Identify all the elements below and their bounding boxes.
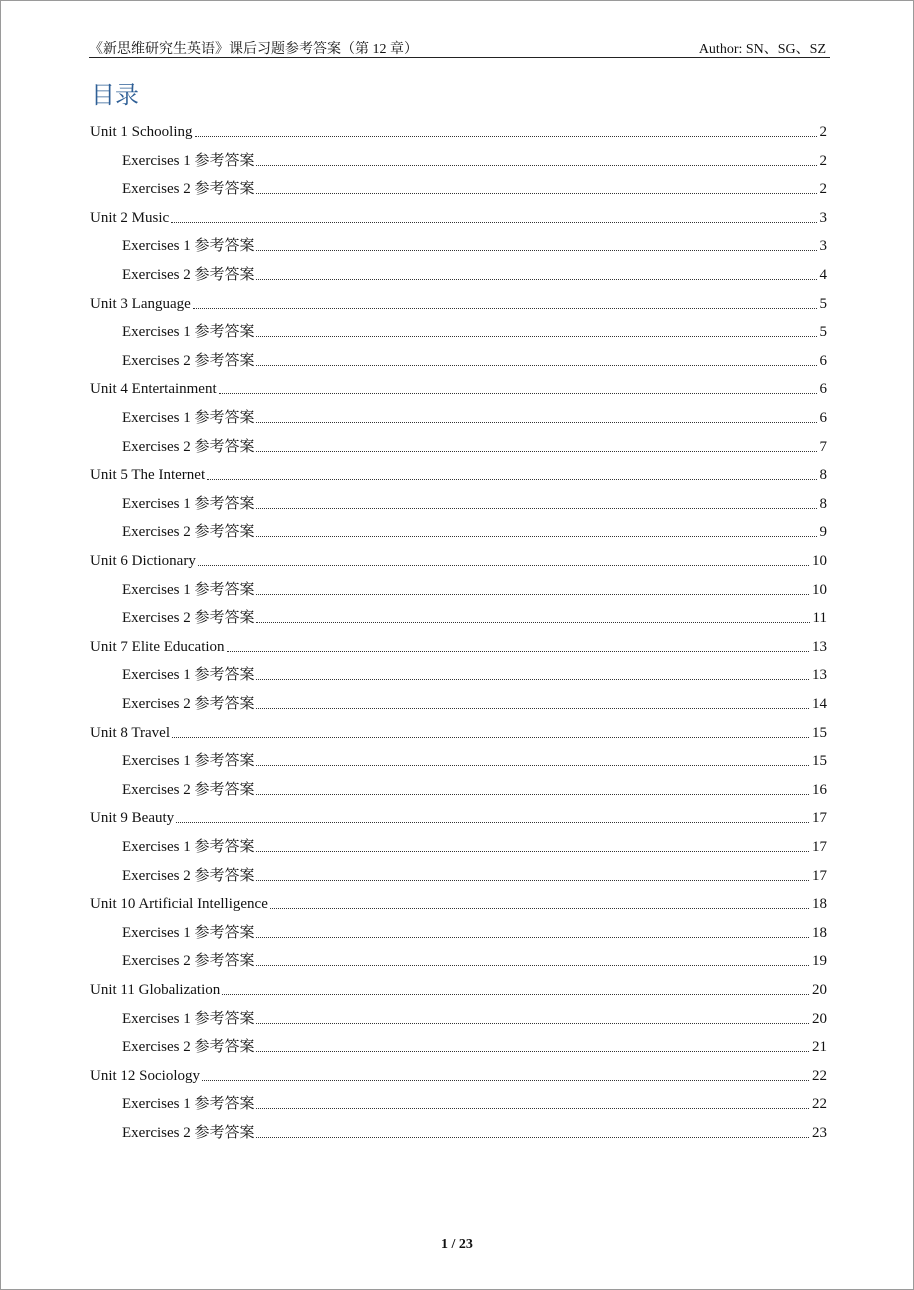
toc-entry-page: 8 <box>819 467 827 484</box>
toc-entry-page: 5 <box>819 324 827 341</box>
toc-dot-leader <box>256 1051 809 1052</box>
toc-dot-leader <box>256 765 809 766</box>
toc-entry-page: 20 <box>812 1010 827 1027</box>
toc-exercise-entry[interactable] <box>122 1118 827 1142</box>
toc-entry-page: 13 <box>812 638 827 655</box>
toc-entry-label: Exercises 2 参考答案 <box>122 438 255 455</box>
toc-dot-leader <box>256 1108 809 1109</box>
toc-entry-page: 3 <box>819 238 827 255</box>
toc-exercise-entry[interactable] <box>122 603 827 627</box>
toc-entry-label: Exercises 2 参考答案 <box>122 696 255 712</box>
toc-entry-page: 2 <box>819 152 827 169</box>
toc-entry-label: Unit 8 Travel <box>90 724 171 741</box>
toc-dot-leader <box>256 965 809 966</box>
toc-dot-leader <box>207 479 816 480</box>
toc-entry-label: Unit 2 Music <box>90 209 170 226</box>
toc-entry-page: 15 <box>812 724 827 741</box>
toc-entry-label: Exercises 1 参考答案 <box>122 1096 255 1113</box>
toc-entry-page: 11 <box>812 610 827 627</box>
toc-dot-leader <box>198 565 809 566</box>
toc-exercise-entry[interactable] <box>122 317 827 341</box>
toc-dot-leader <box>256 1137 809 1138</box>
toc-entry-label: Exercises 2 参考答案 <box>122 181 255 198</box>
toc-exercise-entry[interactable] <box>122 432 827 456</box>
toc-unit-entry[interactable] <box>90 289 827 313</box>
toc-entry-label: Exercises 1 参考答案 <box>122 238 255 255</box>
toc-dot-leader <box>256 679 809 680</box>
header-title: 《新思维研究生英语》课后习题参考答案（第 12 章） <box>89 42 418 57</box>
toc-exercise-entry[interactable] <box>122 346 827 370</box>
toc-entry-label: Exercises 1 参考答案 <box>122 924 255 941</box>
toc-entry-page: 2 <box>819 124 827 140</box>
toc-dot-leader <box>256 250 816 251</box>
toc-entry-page: 23 <box>812 1125 827 1141</box>
toc-entry-page: 10 <box>812 553 827 569</box>
toc-entry-page: 3 <box>819 209 827 226</box>
toc-entry-page: 17 <box>812 839 827 855</box>
toc-exercise-entry[interactable] <box>122 660 827 684</box>
toc-dot-leader <box>193 308 817 309</box>
toc-entry-page: 8 <box>819 495 827 512</box>
toc-dot-leader <box>219 393 817 394</box>
toc-entry-label: Exercises 1 参考答案 <box>122 152 255 169</box>
toc-entry-label: Unit 7 Elite Education <box>90 638 225 655</box>
toc-entry-label: Exercises 2 参考答案 <box>122 867 255 884</box>
toc-dot-leader <box>256 336 816 337</box>
toc-dot-leader <box>256 165 816 166</box>
toc-dot-leader <box>256 851 809 852</box>
toc-entry-page: 14 <box>812 696 827 712</box>
toc-unit-entry[interactable] <box>90 889 827 913</box>
toc-dot-leader <box>256 365 816 366</box>
toc-dot-leader <box>256 937 809 938</box>
toc-exercise-entry[interactable] <box>122 489 827 513</box>
toc-dot-leader <box>256 422 816 423</box>
toc-entry-page: 7 <box>819 438 827 455</box>
toc-exercise-entry[interactable] <box>122 575 827 599</box>
toc-unit-entry[interactable] <box>90 203 827 227</box>
page-number: 1 / 23 <box>441 1237 473 1252</box>
toc-entry-label: Exercises 1 参考答案 <box>122 667 255 684</box>
toc-entry-page: 22 <box>812 1096 827 1113</box>
toc-dot-leader <box>256 1023 809 1024</box>
toc-unit-entry[interactable] <box>90 546 827 570</box>
toc-unit-entry[interactable] <box>90 117 827 141</box>
toc-entry-page: 6 <box>819 352 827 369</box>
toc-entry-label: Unit 12 Sociology <box>90 1067 201 1084</box>
toc-exercise-entry[interactable] <box>122 861 827 885</box>
toc-exercise-entry[interactable] <box>122 517 827 541</box>
toc-entry-label: Exercises 2 参考答案 <box>122 352 255 369</box>
toc-entry-label: Exercises 2 参考答案 <box>122 610 255 627</box>
toc-exercise-entry[interactable] <box>122 174 827 198</box>
toc-entry-label: Unit 1 Schooling <box>90 124 193 140</box>
toc-unit-entry[interactable] <box>90 460 827 484</box>
toc-entry-page: 10 <box>812 581 827 598</box>
toc-dot-leader <box>256 508 816 509</box>
toc-dot-leader <box>171 222 816 223</box>
toc-exercise-entry[interactable] <box>122 260 827 284</box>
toc-entry-page: 18 <box>812 896 827 913</box>
toc-entry-label: Unit 9 Beauty <box>90 810 175 827</box>
header-author: Author: SN、SG、SZ <box>698 42 826 57</box>
toc-entry-label: Unit 3 Language <box>90 295 191 312</box>
toc-entry-page: 18 <box>812 924 827 941</box>
toc-entry-page: 4 <box>819 267 827 283</box>
toc-entry-page: 19 <box>812 953 827 970</box>
toc-entry-page: 21 <box>812 1039 827 1056</box>
toc-entry-label: Exercises 1 参考答案 <box>122 1010 255 1027</box>
toc-entry-label: Exercises 2 参考答案 <box>122 267 255 283</box>
toc-dot-leader <box>256 622 809 623</box>
toc-exercise-entry[interactable] <box>122 1004 827 1028</box>
toc-dot-leader <box>256 880 809 881</box>
toc-dot-leader <box>256 279 816 280</box>
toc-entry-label: Exercises 2 参考答案 <box>122 1125 255 1141</box>
toc-entry-label: Exercises 1 参考答案 <box>122 495 255 512</box>
toc-exercise-entry[interactable] <box>122 832 827 856</box>
toc-exercise-entry[interactable] <box>122 775 827 799</box>
toc-entry-page: 22 <box>812 1067 827 1084</box>
toc-entry-label: Unit 10 Artificial Intelligence <box>90 896 268 913</box>
toc-unit-entry[interactable] <box>90 975 827 999</box>
toc-entry-label: Unit 5 The Internet <box>90 467 206 484</box>
toc-entry-page: 2 <box>819 181 827 198</box>
toc-dot-leader <box>256 708 809 709</box>
toc-dot-leader <box>227 651 809 652</box>
toc-entry-page: 9 <box>819 524 827 541</box>
toc-entry-label: Unit 4 Entertainment <box>90 381 217 398</box>
toc-entry-page: 17 <box>812 867 827 884</box>
toc-exercise-entry[interactable] <box>122 689 827 713</box>
page-header <box>89 37 830 58</box>
toc-entry-page: 13 <box>812 667 827 684</box>
toc-entry-label: Exercises 2 参考答案 <box>122 953 255 970</box>
toc-unit-entry[interactable] <box>90 632 827 656</box>
toc-unit-entry[interactable] <box>90 803 827 827</box>
toc-unit-entry[interactable] <box>90 1061 827 1085</box>
toc-entry-label: Exercises 1 参考答案 <box>122 839 255 855</box>
toc-dot-leader <box>256 193 816 194</box>
toc-dot-leader <box>195 136 817 137</box>
toc-dot-leader <box>256 451 816 452</box>
toc-dot-leader <box>202 1080 809 1081</box>
toc-exercise-entry[interactable] <box>122 946 827 970</box>
toc-entry-label: Exercises 1 参考答案 <box>122 581 255 598</box>
toc-exercise-entry[interactable] <box>122 1032 827 1056</box>
toc-dot-leader <box>256 794 809 795</box>
toc-entry-label: Exercises 2 参考答案 <box>122 1039 255 1056</box>
toc-entry-label: Exercises 1 参考答案 <box>122 324 255 341</box>
toc-dot-leader <box>256 594 809 595</box>
toc-exercise-entry[interactable] <box>122 1089 827 1113</box>
toc-exercise-entry[interactable] <box>122 918 827 942</box>
toc-unit-entry[interactable] <box>90 718 827 742</box>
toc-exercise-entry[interactable] <box>122 746 827 770</box>
toc-entry-page: 6 <box>819 410 827 426</box>
toc-exercise-entry[interactable] <box>122 146 827 170</box>
toc-entry-page: 5 <box>819 295 827 312</box>
toc-entry-label: Exercises 2 参考答案 <box>122 781 255 798</box>
toc-unit-entry[interactable] <box>90 374 827 398</box>
toc-dot-leader <box>222 994 809 995</box>
toc-entry-page: 16 <box>812 781 827 798</box>
toc-dot-leader <box>256 536 816 537</box>
toc-heading: 目录 <box>91 81 139 109</box>
toc-dot-leader <box>172 737 809 738</box>
toc-entry-page: 6 <box>819 381 827 398</box>
toc-exercise-entry[interactable] <box>122 403 827 427</box>
toc-exercise-entry[interactable] <box>122 231 827 255</box>
toc-entry-label: Unit 6 Dictionary <box>90 553 196 569</box>
toc-dot-leader <box>270 908 809 909</box>
toc-entry-page: 15 <box>812 753 827 770</box>
toc-entry-label: Unit 11 Globalization <box>90 982 221 998</box>
toc-entry-page: 20 <box>812 982 827 998</box>
toc-entry-label: Exercises 1 参考答案 <box>122 410 255 426</box>
toc-entry-label: Exercises 1 参考答案 <box>122 753 255 770</box>
toc-entry-label: Exercises 2 参考答案 <box>122 524 255 541</box>
toc-entry-page: 17 <box>812 810 827 827</box>
toc-dot-leader <box>176 822 809 823</box>
